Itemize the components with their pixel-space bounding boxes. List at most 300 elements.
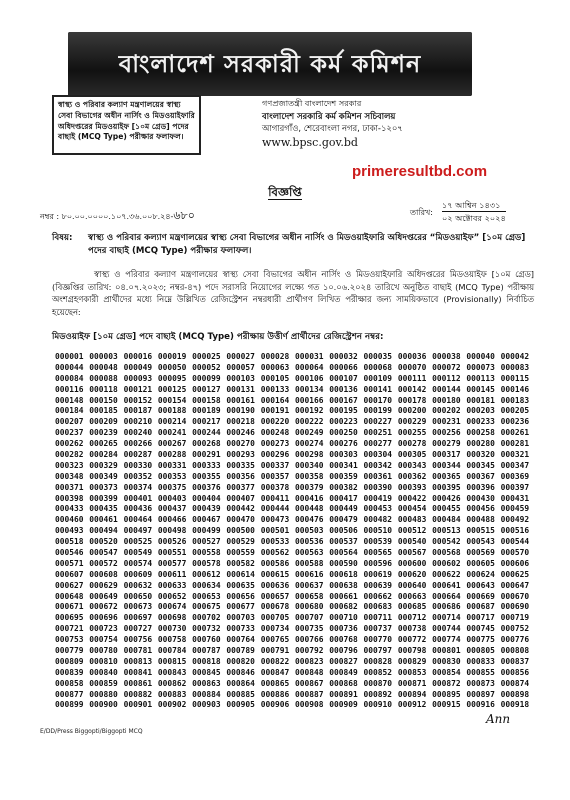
registration-number: 000818	[192, 656, 221, 666]
registration-number: 000854	[432, 667, 461, 677]
registration-number: 000600	[397, 558, 427, 568]
registration-number: 000377	[226, 482, 255, 492]
registration-number: 000305	[397, 449, 427, 459]
registration-number: 000572	[89, 558, 118, 568]
registration-number: 000072	[432, 362, 461, 372]
registration-number: 000341	[329, 460, 358, 470]
registration-number: 000670	[500, 591, 530, 601]
registration-number: 000887	[294, 689, 324, 699]
registration-number: 000672	[89, 602, 118, 612]
registration-number: 000510	[363, 526, 393, 536]
registration-number: 000736	[329, 624, 358, 634]
registration-number: 000845	[192, 667, 221, 677]
registration-number: 000551	[157, 547, 187, 557]
registration-number: 000442	[226, 504, 255, 514]
registration-number: 000382	[329, 482, 358, 492]
registration-number: 000323	[55, 460, 84, 470]
registration-number: 000721	[55, 624, 84, 634]
registration-number: 000444	[260, 504, 290, 514]
registration-number: 000774	[432, 635, 461, 645]
registration-number: 000483	[397, 515, 427, 525]
registration-number: 000764	[226, 635, 255, 645]
registration-number: 000433	[55, 504, 84, 514]
registration-number: 000399	[89, 493, 118, 503]
registration-number: 000499	[192, 526, 221, 536]
registration-number: 000170	[363, 395, 393, 405]
registration-number: 000703	[226, 613, 255, 623]
registration-number: 000590	[329, 558, 358, 568]
registration-number: 000846	[226, 667, 255, 677]
registration-number: 000148	[55, 395, 84, 405]
registration-number: 000229	[397, 417, 427, 427]
registration-number: 000895	[432, 689, 461, 699]
registration-number: 000050	[157, 362, 187, 372]
registration-number: 000677	[226, 602, 255, 612]
memo-number	[40, 207, 195, 226]
table-row	[55, 373, 535, 384]
registration-number: 000214	[157, 417, 187, 427]
registration-number: 000849	[329, 667, 358, 677]
footer-reference: E/DD/Press Biggopti/Biggopti MCQ	[40, 728, 143, 735]
registration-number: 000758	[157, 635, 187, 645]
registration-number: 000178	[397, 395, 427, 405]
registration-number: 000482	[363, 515, 393, 525]
registration-number: 000497	[123, 526, 153, 536]
registration-number: 000403	[157, 493, 187, 503]
subject-label: বিষয়:	[52, 233, 73, 243]
registration-number: 000529	[226, 537, 255, 547]
registration-number: 000118	[89, 384, 118, 394]
registration-number: 000649	[89, 591, 118, 601]
registration-number: 000512	[397, 526, 427, 536]
registration-number: 000562	[260, 547, 290, 557]
registration-number: 000582	[226, 558, 255, 568]
registration-number: 000396	[466, 482, 495, 492]
registration-number: 000115	[500, 373, 530, 383]
registration-number: 000027	[226, 351, 255, 361]
registration-number: 000909	[329, 700, 358, 710]
table-row	[55, 395, 535, 406]
registration-number: 000422	[397, 493, 427, 503]
registration-number: 000288	[157, 449, 187, 459]
registration-number: 000362	[397, 471, 427, 481]
registration-number: 000298	[294, 449, 324, 459]
table-row	[55, 384, 535, 395]
registration-number: 000223	[329, 417, 358, 427]
registration-number: 000431	[500, 493, 530, 503]
registration-number: 000233	[466, 417, 495, 427]
registration-number: 000770	[363, 635, 393, 645]
banner-title: বাংলাদেশ সরকারী কর্ম কমিশন	[118, 49, 422, 78]
registration-number: 000103	[226, 373, 255, 383]
registration-number: 000577	[157, 558, 187, 568]
subject-summary-box: স্বাস্থ্য ও পরিবার কল্যাণ মন্ত্রণালয়ের স্বাস্থ্য সেবা বিভাগের অধীন নার্সিং ও মিডওয়াইফারি অধিদপ্তরের মিডওয়াইফ [১০ম গ্রেড] পদের বাছাই (MCQ Type) পরীক্ষার ফলাফল।	[52, 95, 201, 155]
registration-number: 000822	[260, 656, 290, 666]
registration-number: 000614	[226, 569, 255, 579]
registration-number: 000258	[466, 428, 495, 438]
registration-number: 000048	[89, 362, 118, 372]
registration-number: 000863	[192, 678, 221, 688]
table-row	[55, 547, 535, 558]
registration-number: 000501	[260, 526, 290, 536]
registration-number: 000674	[157, 602, 187, 612]
registration-number: 000898	[500, 689, 530, 699]
registration-number: 000702	[192, 613, 221, 623]
table-row	[55, 503, 535, 514]
registration-number: 000657	[260, 591, 290, 601]
registration-number: 000184	[55, 406, 84, 416]
registration-number: 000032	[329, 351, 358, 361]
registration-number: 000345	[466, 460, 495, 470]
registration-number: 000154	[157, 395, 187, 405]
registration-number: 000393	[397, 482, 427, 492]
registration-number: 000680	[294, 602, 324, 612]
registration-number: 000484	[432, 515, 461, 525]
registration-number: 000416	[294, 493, 324, 503]
registration-number: 000647	[500, 580, 530, 590]
registration-number: 000084	[55, 373, 84, 383]
registration-number: 000779	[55, 645, 84, 655]
list-heading: মিডওয়াইফ [১০ম গ্রেড] পদে বাছাই (MCQ Type) পরীক্ষায় উত্তীর্ণ প্রার্থীদের রেজিস্ট্রেশন নম্বর:	[52, 332, 384, 342]
registration-number: 000250	[329, 428, 358, 438]
registration-number: 000711	[363, 613, 393, 623]
registration-number: 000057	[226, 362, 255, 372]
registration-number: 000190	[226, 406, 255, 416]
registration-number: 000112	[432, 373, 461, 383]
registration-number: 000109	[363, 373, 393, 383]
registration-number: 000183	[500, 395, 530, 405]
registration-number: 000276	[329, 439, 358, 449]
registration-number: 000542	[432, 537, 461, 547]
registration-number: 000570	[500, 547, 530, 557]
registration-number: 000246	[226, 428, 255, 438]
registration-number: 000643	[466, 580, 495, 590]
registration-number: 000533	[260, 537, 290, 547]
commission-banner	[68, 32, 472, 96]
table-row	[55, 460, 535, 471]
registration-number: 000723	[89, 624, 118, 634]
registration-number: 000650	[123, 591, 153, 601]
registration-number: 000756	[123, 635, 153, 645]
registration-number: 000031	[294, 351, 324, 361]
registration-number: 000586	[260, 558, 290, 568]
registration-number: 000430	[466, 493, 495, 503]
registration-number: 000752	[500, 624, 530, 634]
registration-number: 000093	[123, 373, 153, 383]
registration-number: 000279	[432, 439, 461, 449]
registration-number: 000635	[226, 580, 255, 590]
registration-number: 000615	[260, 569, 290, 579]
registration-number: 000185	[89, 406, 118, 416]
registration-number: 000395	[432, 482, 461, 492]
registration-number: 000239	[89, 428, 118, 438]
registration-number: 000036	[397, 351, 427, 361]
registration-number: 000256	[432, 428, 461, 438]
registration-number: 000255	[397, 428, 427, 438]
registration-number: 000733	[226, 624, 255, 634]
registration-number: 000612	[192, 569, 221, 579]
registration-number: 000244	[192, 428, 221, 438]
registration-number: 000435	[89, 504, 118, 514]
registration-number: 000461	[89, 515, 118, 525]
registration-number: 000088	[89, 373, 118, 383]
registration-number: 000095	[157, 373, 187, 383]
registration-number: 000637	[294, 580, 324, 590]
registration-number: 000042	[500, 351, 530, 361]
registration-number: 000167	[329, 395, 358, 405]
registration-number: 000634	[192, 580, 221, 590]
body-paragraph: স্বাস্থ্য ও পরিবার কল্যাণ মন্ত্রণালয়ের স্বাস্থ্য সেবা বিভাগের অধীন নার্সিং ও মিডওয়াইফারি অধিদপ্তরের মিডওয়াইফ [১০ম গ্রেড] (বিজ্ঞপ্তির তারিখ: ০৪.০৭.২০২৩; নম্বর-৪৭) পদে সরাসরি নিয়োগের লক্ষ্যে গত ১০.০৬.২০২৪ তারিখে অনুষ্ঠিত বাছাই (MCQ Type) পরীক্ষায় অংশগ্রহণকারী প্রার্থীদের মধ্যে নিম্নে উল্লিখিত রেজিস্ট্রেশন নম্বরধারী প্রার্থীগণ লিখিত পরীক্ষার জন্য সাময়িকভাবে (Provisionally) নির্বাচিত হয়েছেন:	[52, 269, 534, 317]
secretariat-name: বাংলাদেশ সরকারি কর্ম কমিশন সচিবালয়	[262, 110, 396, 121]
registration-number: 000658	[294, 591, 324, 601]
registration-number: 000500	[226, 526, 255, 536]
registration-number: 000683	[363, 602, 393, 612]
registration-number: 000371	[55, 482, 84, 492]
registration-number: 000734	[260, 624, 290, 634]
registration-number: 000859	[89, 678, 118, 688]
registration-number: 000671	[55, 602, 84, 612]
table-row	[55, 601, 535, 612]
table-row	[55, 438, 535, 449]
registration-number: 000227	[363, 417, 393, 427]
registration-number: 000317	[432, 449, 461, 459]
registration-number: 000236	[500, 417, 530, 427]
registration-number: 000625	[500, 569, 530, 579]
registration-number: 000549	[123, 547, 153, 557]
registration-number: 000333	[192, 460, 221, 470]
registration-number: 000411	[260, 493, 290, 503]
registration-number: 000187	[123, 406, 153, 416]
registration-number: 000459	[500, 504, 530, 514]
registration-number: 000781	[123, 645, 153, 655]
registration-number: 000616	[294, 569, 324, 579]
registration-number: 000329	[89, 460, 118, 470]
registration-number: 000916	[466, 700, 495, 710]
registration-number: 000331	[157, 460, 187, 470]
registration-number: 000367	[466, 471, 495, 481]
registration-number: 000145	[466, 384, 495, 394]
table-row	[55, 427, 535, 438]
registration-number: 000648	[55, 591, 84, 601]
registration-number: 000111	[397, 373, 427, 383]
registration-number: 000448	[294, 504, 324, 514]
registration-number: 000565	[363, 547, 393, 557]
registration-number: 000516	[500, 526, 530, 536]
registration-number: 000121	[123, 384, 153, 394]
registration-number-body	[55, 351, 535, 710]
registration-number: 000189	[192, 406, 221, 416]
registration-number: 000284	[89, 449, 118, 459]
registration-number: 000727	[123, 624, 153, 634]
registration-number: 000544	[500, 537, 530, 547]
registration-number: 000293	[226, 449, 255, 459]
registration-number: 000820	[226, 656, 255, 666]
registration-number: 000678	[260, 602, 290, 612]
registration-number: 000262	[55, 439, 84, 449]
registration-number: 000359	[329, 471, 358, 481]
registration-number: 000707	[294, 613, 324, 623]
registration-number: 000454	[397, 504, 427, 514]
registration-number: 000830	[432, 656, 461, 666]
registration-number: 000158	[192, 395, 221, 405]
registration-number: 000873	[466, 678, 495, 688]
table-row	[55, 667, 535, 678]
registration-number: 000737	[363, 624, 393, 634]
registration-number: 000282	[55, 449, 84, 459]
registration-number: 000357	[260, 471, 290, 481]
registration-number: 000903	[192, 700, 221, 710]
registration-number: 000695	[55, 613, 84, 623]
government-name: গণপ্রজাতন্ত্রী বাংলাদেশ সরকার	[262, 98, 362, 108]
registration-number: 000540	[397, 537, 427, 547]
registration-number: 000456	[466, 504, 495, 514]
registration-number: 000564	[329, 547, 358, 557]
registration-number: 000686	[432, 602, 461, 612]
registration-number: 000044	[55, 362, 84, 372]
registration-number: 000571	[55, 558, 84, 568]
registration-number: 000620	[397, 569, 427, 579]
registration-number: 000780	[89, 645, 118, 655]
registration-number: 000181	[466, 395, 495, 405]
registration-number: 000131	[226, 384, 255, 394]
table-row	[55, 525, 535, 536]
registration-number: 000348	[55, 471, 84, 481]
registration-number: 000291	[192, 449, 221, 459]
registration-number: 000687	[466, 602, 495, 612]
registration-number: 000690	[500, 602, 530, 612]
registration-number: 000787	[192, 645, 221, 655]
registration-number: 000373	[89, 482, 118, 492]
registration-number: 000607	[55, 569, 84, 579]
registration-number: 000633	[157, 580, 187, 590]
registration-number: 000356	[226, 471, 255, 481]
memo-handwritten-number: ৬৮০	[173, 209, 195, 222]
registration-number: 000908	[294, 700, 324, 710]
registration-number: 000853	[397, 667, 427, 677]
registration-number: 000265	[89, 439, 118, 449]
registration-number: 000760	[192, 635, 221, 645]
registration-number: 000199	[363, 406, 393, 416]
registration-number: 000673	[123, 602, 153, 612]
registration-number: 000656	[226, 591, 255, 601]
registration-number: 000358	[294, 471, 324, 481]
date-values	[442, 199, 506, 224]
registration-number: 000608	[89, 569, 118, 579]
registration-number: 000270	[226, 439, 255, 449]
registration-number: 000464	[123, 515, 153, 525]
subject-line	[52, 232, 532, 258]
registration-number: 000855	[466, 667, 495, 677]
registration-number: 000547	[89, 547, 118, 557]
table-row	[55, 689, 535, 700]
registration-number: 000891	[329, 689, 358, 699]
registration-number: 000852	[363, 667, 393, 677]
table-row	[55, 405, 535, 416]
registration-number: 000466	[157, 515, 187, 525]
registration-number: 000546	[55, 547, 84, 557]
registration-number: 000498	[157, 526, 187, 536]
registration-number: 000537	[329, 537, 358, 547]
registration-number: 000134	[294, 384, 324, 394]
registration-number: 000870	[363, 678, 393, 688]
registration-number: 000161	[226, 395, 255, 405]
table-row	[55, 351, 535, 362]
registration-number: 000296	[260, 449, 290, 459]
registration-number: 000868	[329, 678, 358, 688]
registration-number: 000349	[89, 471, 118, 481]
registration-number: 000455	[432, 504, 461, 514]
registration-number: 000792	[294, 645, 324, 655]
registration-number: 000136	[329, 384, 358, 394]
registration-number: 000001	[55, 351, 84, 361]
registration-number: 000653	[192, 591, 221, 601]
registration-number: 000901	[123, 700, 153, 710]
registration-number: 000640	[397, 580, 427, 590]
registration-number: 000277	[363, 439, 393, 449]
watermark-text: primeresultbd.com	[352, 163, 488, 180]
registration-number: 000417	[329, 493, 358, 503]
registration-number: 000191	[260, 406, 290, 416]
registration-number: 000874	[500, 678, 530, 688]
registration-number: 000569	[466, 547, 495, 557]
registration-number: 000064	[294, 362, 324, 372]
registration-number: 000192	[294, 406, 324, 416]
registration-number: 000231	[432, 417, 461, 427]
registration-number: 000217	[192, 417, 221, 427]
registration-number: 000376	[192, 482, 221, 492]
registration-number: 000390	[363, 482, 393, 492]
registration-number: 000397	[500, 482, 530, 492]
registration-number: 000016	[123, 351, 153, 361]
memo-number-text: নম্বর : ৮০.০০.০০০০.১০৭.৩৬.০০৮.২৪-	[40, 212, 174, 221]
registration-number: 000107	[329, 373, 358, 383]
registration-number: 000732	[192, 624, 221, 634]
website-link[interactable]: www.bpsc.gov.bd	[262, 135, 358, 149]
registration-number: 000772	[397, 635, 427, 645]
registration-number: 000066	[329, 362, 358, 372]
registration-number: 000280	[466, 439, 495, 449]
table-row	[55, 612, 535, 623]
registration-number: 000839	[55, 667, 84, 677]
registration-number: 000899	[55, 700, 84, 710]
registration-number: 000902	[157, 700, 187, 710]
registration-number: 000784	[157, 645, 187, 655]
registration-number: 000815	[157, 656, 187, 666]
registration-number: 000856	[500, 667, 530, 677]
registration-number: 000237	[55, 428, 84, 438]
registration-number: 000669	[466, 591, 495, 601]
table-row	[55, 700, 535, 711]
registration-number: 000203	[466, 406, 495, 416]
registration-number: 000900	[89, 700, 118, 710]
registration-number: 000641	[432, 580, 461, 590]
registration-number: 000144	[432, 384, 461, 394]
date-english: ০২ অক্টোবর ২০২৪	[442, 213, 506, 223]
registration-number: 000202	[432, 406, 461, 416]
registration-number: 000606	[500, 558, 530, 568]
registration-number: 000133	[260, 384, 290, 394]
registration-number: 000343	[397, 460, 427, 470]
registration-number: 000038	[432, 351, 461, 361]
registration-number: 000801	[432, 645, 461, 655]
registration-number: 000754	[89, 635, 118, 645]
registration-number: 000841	[123, 667, 153, 677]
registration-number: 000837	[500, 656, 530, 666]
registration-number: 000872	[432, 678, 461, 688]
registration-number: 000627	[55, 580, 84, 590]
registration-number: 000028	[260, 351, 290, 361]
registration-number: 000207	[55, 417, 84, 427]
